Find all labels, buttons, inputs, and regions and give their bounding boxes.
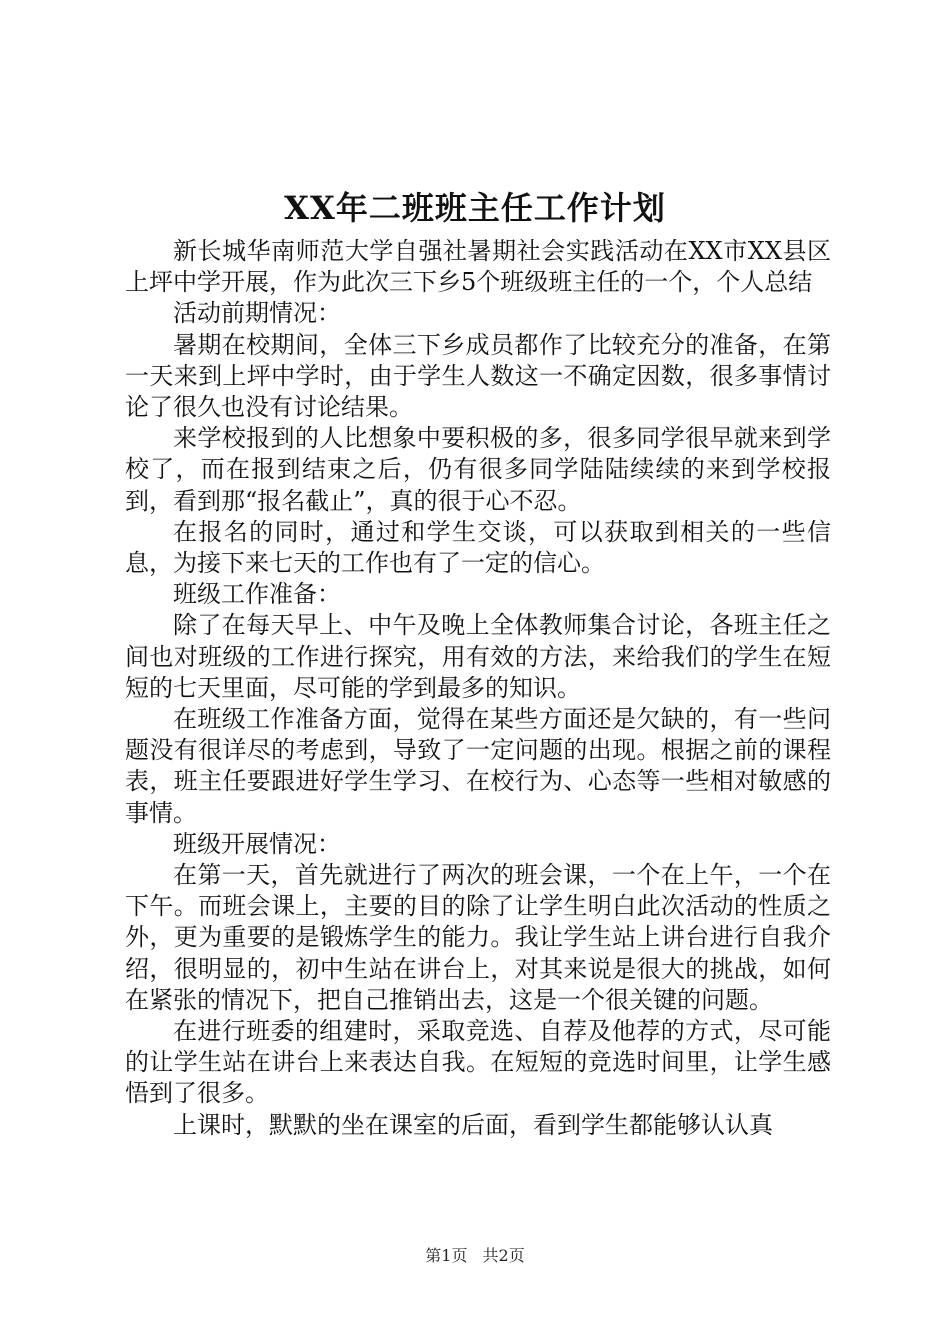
section-heading: 班级开展情况：	[173, 829, 341, 858]
section-heading: 班级工作准备：	[173, 580, 341, 609]
paragraph: 在报名的同时，通过和学生交谈，可以获取到相关的一些信息，为接下来七天的工作也有了一定的信心。	[125, 517, 831, 578]
paragraph: 来学校报到的人比想象中要积极的多，很多同学很早就来到学校了，而在报到结束之后，仍有很多同学陆陆续续的来到学校报到，看到那“报名截止”，真的很于心不忍。	[125, 424, 831, 515]
page-footer	[0, 1245, 950, 1267]
paragraph: 除了在每天早上、中午及晚上全体教师集合讨论，各班主任之间也对班级的工作进行探究，用有效的方法，来给我们的学生在短短的七天里面，尽可能的学到最多的知识。	[125, 611, 831, 702]
document-body	[125, 236, 831, 1141]
page-number: 第1页	[425, 1246, 468, 1265]
paragraph: 在班级工作准备方面，觉得在某些方面还是欠缺的，有一些问题没有很详尽的考虑到，导致了一定问题的出现。根据之前的课程表，班主任要跟进好学生学习、在校行为、心态等一些相对敏感的事情。	[125, 705, 831, 827]
paragraph: 上课时，默默的坐在课室的后面，看到学生都能够认认真	[173, 1110, 773, 1139]
section-heading: 活动前期情况：	[173, 299, 341, 328]
paragraph: 新长城华南师范大学自强社暑期社会实践活动在XX市XX县区上坪中学开展，作为此次三下乡5个班级班主任的一个，个人总结	[125, 237, 831, 297]
paragraph: 在第一天，首先就进行了两次的班会课，一个在上午，一个在下午。而班会课上，主要的目的除了让学生明白此次活动的性质之外，更为重要的是锻炼学生的能力。我让学生站上讲台进行自我介绍，很明显的，初中生站在讲台上，对其来说是很大的挑战，如何在紧张的情况下，把自己推销出去，这是一个很关键的问题。	[125, 861, 831, 1014]
page-total: 共2页	[482, 1246, 525, 1265]
paragraph: 暑期在校期间，全体三下乡成员都作了比较充分的准备，在第一天来到上坪中学时，由于学生人数这一不确定因数，很多事情讨论了很久也没有讨论结果。	[125, 330, 831, 422]
paragraph: 在进行班委的组建时，采取竞选、自荐及他荐的方式，尽可能的让学生站在讲台上来表达自我。在短短的竞选时间里，让学生感悟到了很多。	[125, 1017, 831, 1108]
document-title: XX年二班班主任工作计划	[284, 189, 666, 227]
